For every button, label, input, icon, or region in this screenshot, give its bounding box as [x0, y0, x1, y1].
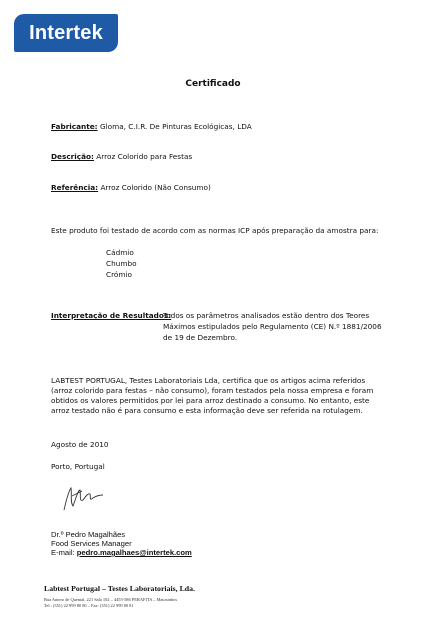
interpretation-line: de 19 de Dezembro. — [163, 333, 238, 342]
element-cromio: Crómio — [106, 270, 132, 279]
handwritten-signature — [50, 476, 130, 516]
interpretation-line: Todos os parâmetros analisados estão dentro dos Teores — [163, 311, 370, 320]
element-cadmio: Cádmio — [106, 248, 134, 257]
intertek-logo: Intertek — [14, 14, 118, 52]
signatory-name: Dr.º Pedro Magalhães — [51, 530, 126, 539]
signatory-email-row — [51, 548, 192, 557]
email-link[interactable]: pedro.magalhaes@intertek.com — [76, 548, 192, 557]
referencia-label: Referência: — [51, 183, 99, 192]
field-fabricante — [51, 122, 252, 132]
email-label: E-mail: — [51, 548, 75, 557]
footer-company: Labtest Portugal – Testes Laboratoriais, Lda. — [44, 584, 195, 593]
footer-address: Rua Antero de Quental, 221 Sala 102 – 4455-586 PERAFITA – Matosinhos — [44, 597, 178, 602]
descricao-label: Descrição: — [51, 152, 94, 161]
intro-text: Este produto foi testado de acordo com as normas ICP após preparação da amostra para: — [51, 226, 379, 235]
statement-line: (arroz colorido para festas – não consumo), foram testados pela nossa empresa e foram — [51, 386, 374, 395]
descricao-value: Arroz Colorido para Festas — [96, 152, 193, 161]
fabricante-value: Gloma, C.I.R. De Pinturas Ecológicas, LDA — [99, 122, 252, 131]
interpretation-label-text: Interpretação de Resultados: — [51, 311, 172, 320]
fabricante-label: Fabricante: — [51, 122, 98, 131]
document-title: Certificado — [185, 79, 241, 89]
field-referencia — [51, 183, 211, 193]
statement-line: LABTEST PORTUGAL, Testes Laboratoriais Lda, certifica que os artigos acima referidos — [51, 376, 366, 385]
signatory-role: Food Services Manager — [51, 539, 132, 548]
interpretation-line: Máximos estipulados pelo Regulamento (CE) N.º 1881/2006 — [163, 322, 382, 331]
statement-line: arroz testado não é para consumo e esta informação deve ser referida na rotulagem. — [51, 406, 363, 415]
field-descricao — [51, 152, 192, 162]
document-place: Porto, Portugal — [51, 462, 105, 471]
statement-line: obtidos os valores permitidos por lei para arroz destinado a consumo. No entanto, este — [51, 396, 370, 405]
footer-contacts: Tel.: (351) 22 999 80 80 – Fax: (351) 22 999 80 81 — [44, 603, 134, 608]
interpretation-label — [51, 311, 171, 321]
element-chumbo: Chumbo — [106, 259, 137, 268]
referencia-value: Arroz Colorido (Não Consumo) — [100, 183, 211, 192]
document-date: Agosto de 2010 — [51, 440, 109, 449]
footer-address-block — [44, 597, 177, 609]
